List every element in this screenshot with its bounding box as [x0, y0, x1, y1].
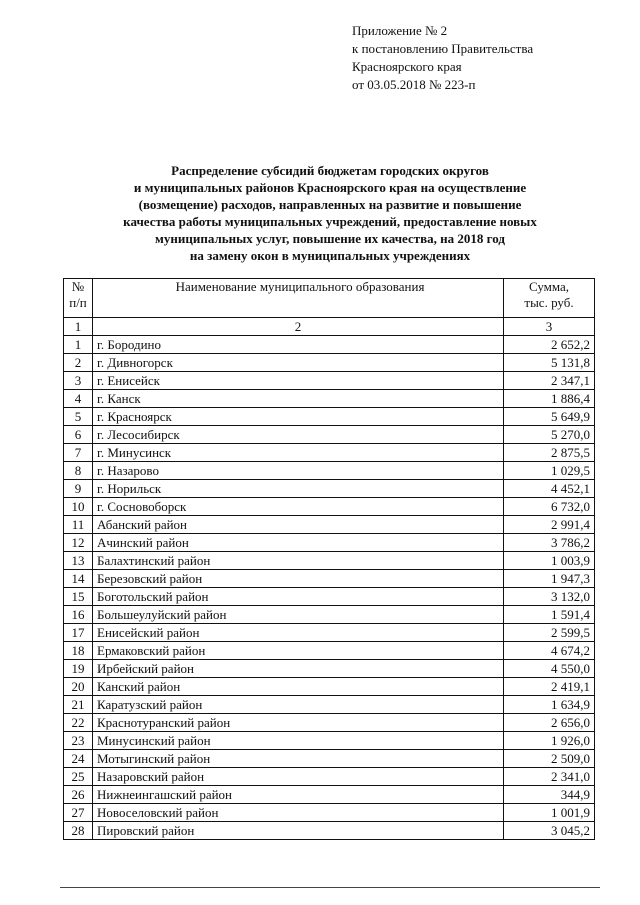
title-line: на замену окон в муниципальных учреждениях	[189, 248, 471, 263]
row-number: 13	[64, 552, 93, 570]
document-title	[70, 162, 590, 264]
row-sum: 2 656,0	[504, 714, 595, 732]
table-row	[64, 552, 595, 570]
row-number: 2	[64, 354, 93, 372]
header-name: Наименование муниципального образования	[93, 279, 504, 318]
row-name: г. Норильск	[93, 480, 504, 498]
row-name: г. Сосновоборск	[93, 498, 504, 516]
table-row	[64, 606, 595, 624]
title-line: Распределение субсидий бюджетам городских округов	[171, 163, 489, 178]
row-name: Ирбейский район	[93, 660, 504, 678]
table-header-row	[64, 279, 595, 318]
header-num-line2: п/п	[69, 295, 87, 310]
row-number: 5	[64, 408, 93, 426]
table-row	[64, 336, 595, 354]
row-name: г. Дивногорск	[93, 354, 504, 372]
table-row	[64, 480, 595, 498]
row-number: 14	[64, 570, 93, 588]
row-number: 27	[64, 804, 93, 822]
table-row	[64, 516, 595, 534]
subsidy-table	[63, 278, 595, 840]
row-number: 20	[64, 678, 93, 696]
row-name: Новоселовский район	[93, 804, 504, 822]
row-sum: 344,9	[504, 786, 595, 804]
table-row	[64, 786, 595, 804]
table-index-row	[64, 318, 595, 336]
row-name: Минусинский район	[93, 732, 504, 750]
row-name: Нижнеингашский район	[93, 786, 504, 804]
row-number: 24	[64, 750, 93, 768]
row-name: г. Лесосибирск	[93, 426, 504, 444]
table-row	[64, 678, 595, 696]
row-sum: 5 649,9	[504, 408, 595, 426]
row-name: Абанский район	[93, 516, 504, 534]
header-sum-line1: Сумма,	[528, 279, 570, 294]
table-row	[64, 642, 595, 660]
row-name: г. Минусинск	[93, 444, 504, 462]
row-name: Назаровский район	[93, 768, 504, 786]
header-sum-line2: тыс. руб.	[524, 295, 574, 310]
row-name: Березовский район	[93, 570, 504, 588]
row-sum: 4 550,0	[504, 660, 595, 678]
row-number: 16	[64, 606, 93, 624]
header-sum	[504, 279, 595, 318]
row-sum: 2 419,1	[504, 678, 595, 696]
row-number: 23	[64, 732, 93, 750]
table-row	[64, 732, 595, 750]
row-name: Каратузский район	[93, 696, 504, 714]
row-sum: 3 786,2	[504, 534, 595, 552]
table-row	[64, 750, 595, 768]
row-sum: 1 003,9	[504, 552, 595, 570]
row-sum: 2 599,5	[504, 624, 595, 642]
appendix-ref: к постановлению Правительства	[352, 41, 534, 56]
row-name: Балахтинский район	[93, 552, 504, 570]
appendix-region: Красноярского края	[352, 59, 462, 74]
row-sum: 2 347,1	[504, 372, 595, 390]
row-name: Ачинский район	[93, 534, 504, 552]
title-line: качества работы муниципальных учреждений, предоставление новых	[123, 214, 537, 229]
row-sum: 2 652,2	[504, 336, 595, 354]
row-number: 3	[64, 372, 93, 390]
table-row	[64, 498, 595, 516]
row-number: 28	[64, 822, 93, 840]
row-name: Ермаковский район	[93, 642, 504, 660]
row-sum: 4 674,2	[504, 642, 595, 660]
header-num	[64, 279, 93, 318]
row-number: 21	[64, 696, 93, 714]
row-name: Мотыгинский район	[93, 750, 504, 768]
row-sum: 6 732,0	[504, 498, 595, 516]
row-name: Большеулуйский район	[93, 606, 504, 624]
row-sum: 1 029,5	[504, 462, 595, 480]
table-row	[64, 768, 595, 786]
appendix-number: Приложение № 2	[352, 23, 448, 38]
row-number: 8	[64, 462, 93, 480]
row-sum: 2 875,5	[504, 444, 595, 462]
table-row	[64, 390, 595, 408]
table-row	[64, 444, 595, 462]
table-row	[64, 408, 595, 426]
row-sum: 4 452,1	[504, 480, 595, 498]
table-row	[64, 588, 595, 606]
table-row	[64, 660, 595, 678]
table-row	[64, 372, 595, 390]
row-number: 9	[64, 480, 93, 498]
row-name: Пировский район	[93, 822, 504, 840]
index-cell: 2	[93, 318, 504, 336]
page-bottom-rule	[60, 887, 600, 888]
row-number: 12	[64, 534, 93, 552]
row-name: Краснотуранский район	[93, 714, 504, 732]
row-name: Боготольский район	[93, 588, 504, 606]
row-sum: 2 509,0	[504, 750, 595, 768]
row-sum: 1 926,0	[504, 732, 595, 750]
table-row	[64, 462, 595, 480]
title-line: муниципальных услуг, повышение их качества, на 2018 год	[155, 231, 505, 246]
table-row	[64, 714, 595, 732]
row-sum: 2 991,4	[504, 516, 595, 534]
row-number: 25	[64, 768, 93, 786]
title-line: (возмещение) расходов, направленных на развитие и повышение	[138, 197, 522, 212]
row-name: г. Енисейск	[93, 372, 504, 390]
row-sum: 1 886,4	[504, 390, 595, 408]
table-row	[64, 696, 595, 714]
row-sum: 1 591,4	[504, 606, 595, 624]
row-number: 22	[64, 714, 93, 732]
index-cell: 1	[64, 318, 93, 336]
row-sum: 5 131,8	[504, 354, 595, 372]
row-sum: 2 341,0	[504, 768, 595, 786]
row-number: 6	[64, 426, 93, 444]
table-row	[64, 534, 595, 552]
row-sum: 1 634,9	[504, 696, 595, 714]
header-num-line1: №	[71, 279, 85, 294]
row-name: г. Назарово	[93, 462, 504, 480]
row-number: 11	[64, 516, 93, 534]
table-row	[64, 354, 595, 372]
row-sum: 3 045,2	[504, 822, 595, 840]
row-name: г. Красноярск	[93, 408, 504, 426]
row-number: 4	[64, 390, 93, 408]
table-row	[64, 624, 595, 642]
row-sum: 1 001,9	[504, 804, 595, 822]
table-row	[64, 822, 595, 840]
title-line: и муниципальных районов Красноярского края на осуществление	[133, 180, 527, 195]
table-row	[64, 570, 595, 588]
row-number: 15	[64, 588, 93, 606]
row-number: 17	[64, 624, 93, 642]
row-number: 1	[64, 336, 93, 354]
table-row	[64, 426, 595, 444]
row-number: 10	[64, 498, 93, 516]
row-name: Канский район	[93, 678, 504, 696]
index-cell: 3	[504, 318, 595, 336]
row-name: Енисейский район	[93, 624, 504, 642]
row-sum: 5 270,0	[504, 426, 595, 444]
row-name: г. Канск	[93, 390, 504, 408]
row-sum: 1 947,3	[504, 570, 595, 588]
row-sum: 3 132,0	[504, 588, 595, 606]
row-name: г. Бородино	[93, 336, 504, 354]
table-row	[64, 804, 595, 822]
appendix-date: от 03.05.2018 № 223-п	[352, 77, 476, 92]
row-number: 7	[64, 444, 93, 462]
row-number: 26	[64, 786, 93, 804]
appendix-header	[352, 22, 533, 94]
row-number: 18	[64, 642, 93, 660]
row-number: 19	[64, 660, 93, 678]
